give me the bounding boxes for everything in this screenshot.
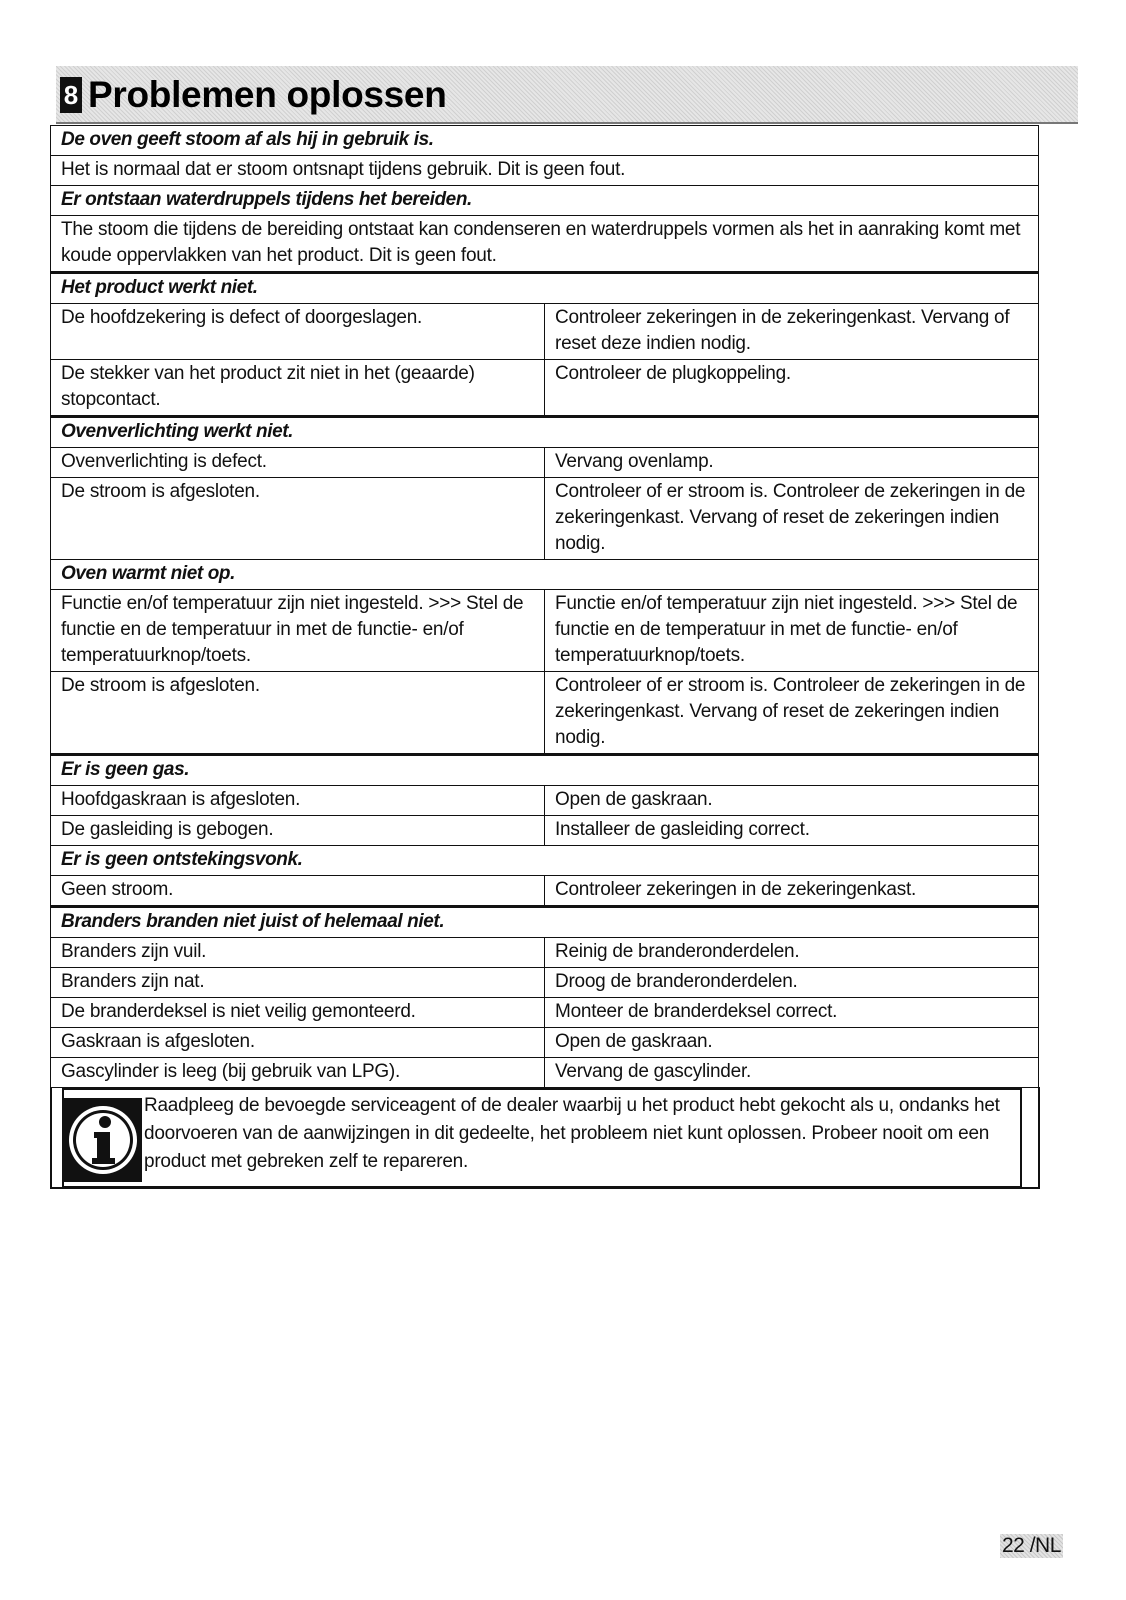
section-heading: Er is geen gas. [51, 755, 1039, 786]
page-number: 22 /NL [1002, 1534, 1061, 1557]
table-row [51, 304, 1039, 360]
solution-cell: Controleer of er stroom is. Controleer de zekeringen in de zekeringenkast. Vervang of reset de zekeringen indien nodig. [545, 672, 1039, 755]
section-heading-row [51, 186, 1039, 216]
section-text-row [51, 216, 1039, 273]
info-note-text: Raadpleeg de bevoegde serviceagent of de dealer waarbij u het product hebt gekocht als u, ondanks het doorvoeren van de aanwijzingen in dit gedeelte, het probleem niet kunt oplossen. Probeer nooit om een product met gebreken zelf te repareren. [144, 1095, 1000, 1172]
section-heading-row [51, 907, 1039, 938]
section-heading: Het product werkt niet. [51, 273, 1039, 304]
cause-cell: De stroom is afgesloten. [51, 672, 545, 755]
cause-cell: De hoofdzekering is defect of doorgeslagen. [51, 304, 545, 360]
table-row [51, 448, 1039, 478]
page-title: Problemen oplossen [88, 74, 447, 115]
troubleshooting-table [50, 125, 1039, 1088]
cause-cell: Gascylinder is leeg (bij gebruik van LPG). [51, 1058, 545, 1088]
solution-cell: Controleer zekeringen in de zekeringenkast. Vervang of reset deze indien nodig. [545, 304, 1039, 360]
table-row [51, 1058, 1039, 1088]
info-note-frame [62, 1087, 1022, 1188]
section-text-row [51, 156, 1039, 186]
section-heading-row [51, 846, 1039, 876]
solution-cell: Installeer de gasleiding correct. [545, 816, 1039, 846]
cause-cell: De branderdeksel is niet veilig gemonteerd. [51, 998, 545, 1028]
section-header [56, 66, 1078, 124]
table-row [51, 816, 1039, 846]
table-row [51, 1028, 1039, 1058]
table-row [51, 876, 1039, 907]
table-row [51, 590, 1039, 672]
table-row [51, 360, 1039, 417]
cause-cell: Branders zijn vuil. [51, 938, 545, 968]
solution-cell: Vervang ovenlamp. [545, 448, 1039, 478]
solution-cell: Open de gaskraan. [545, 786, 1039, 816]
section-text: The stoom die tijdens de bereiding ontstaat kan condenseren en waterdruppels vormen als het in aanraking komt met koude oppervlakken van het product. Dit is geen fout. [51, 216, 1039, 273]
info-icon [64, 1098, 142, 1182]
table-row [51, 786, 1039, 816]
table-row [51, 968, 1039, 998]
solution-cell: Open de gaskraan. [545, 1028, 1039, 1058]
solution-cell: Controleer zekeringen in de zekeringenkast. [545, 876, 1039, 907]
solution-cell: Controleer of er stroom is. Controleer de zekeringen in de zekeringenkast. Vervang of reset de zekeringen indien nodig. [545, 478, 1039, 560]
section-heading: Ovenverlichting werkt niet. [51, 417, 1039, 448]
cause-cell: Geen stroom. [51, 876, 545, 907]
section-heading: Oven warmt niet op. [51, 560, 1039, 590]
cause-cell: Gaskraan is afgesloten. [51, 1028, 545, 1058]
solution-cell: Monteer de branderdeksel correct. [545, 998, 1039, 1028]
cause-cell: Branders zijn nat. [51, 968, 545, 998]
cause-cell: De stekker van het product zit niet in het (geaarde) stopcontact. [51, 360, 545, 417]
section-heading: Er is geen ontstekingsvonk. [51, 846, 1039, 876]
cause-cell: Hoofdgaskraan is afgesloten. [51, 786, 545, 816]
section-heading: Branders branden niet juist of helemaal niet. [51, 907, 1039, 938]
solution-cell: Controleer de plugkoppeling. [545, 360, 1039, 417]
solution-cell: Reinig de branderonderdelen. [545, 938, 1039, 968]
section-text: Het is normaal dat er stoom ontsnapt tijdens gebruik. Dit is geen fout. [51, 156, 1039, 186]
section-heading-row [51, 560, 1039, 590]
solution-cell: Droog de branderonderdelen. [545, 968, 1039, 998]
section-heading-row [51, 273, 1039, 304]
info-note-box [50, 1087, 1040, 1189]
section-heading: De oven geeft stoom af als hij in gebruik is. [51, 126, 1039, 156]
section-heading-row [51, 126, 1039, 156]
table-row [51, 478, 1039, 560]
section-heading-row [51, 755, 1039, 786]
solution-cell: Functie en/of temperatuur zijn niet ingesteld. >>> Stel de functie en de temperatuur in met de functie- en/of temperatuurknop/toets. [545, 590, 1039, 672]
cause-cell: Ovenverlichting is defect. [51, 448, 545, 478]
cause-cell: Functie en/of temperatuur zijn niet ingesteld. >>> Stel de functie en de temperatuur in met de functie- en/of temperatuurknop/toets. [51, 590, 545, 672]
section-heading: Er ontstaan waterdruppels tijdens het bereiden. [51, 186, 1039, 216]
cause-cell: De gasleiding is gebogen. [51, 816, 545, 846]
section-number-badge: 8 [60, 77, 82, 113]
table-row [51, 938, 1039, 968]
solution-cell: Vervang de gascylinder. [545, 1058, 1039, 1088]
table-row [51, 998, 1039, 1028]
section-heading-row [51, 417, 1039, 448]
table-row [51, 672, 1039, 755]
cause-cell: De stroom is afgesloten. [51, 478, 545, 560]
